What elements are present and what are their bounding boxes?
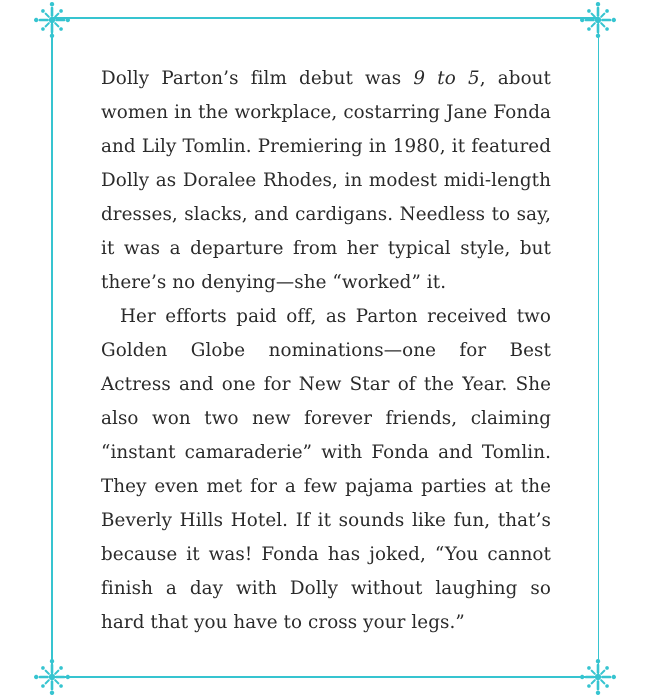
border-left-rule bbox=[51, 17, 53, 677]
paragraph-1 bbox=[101, 62, 551, 300]
border-right-rule bbox=[598, 17, 600, 677]
article-body bbox=[101, 62, 551, 640]
border-top-rule bbox=[52, 17, 598, 19]
snowflake-ornament-icon bbox=[32, 0, 72, 40]
paragraph-1-rest: , about women in the workplace, costarring Jane Fonda and Lily Tomlin. Premiering in 1980, it featured Dolly as Doralee Rhodes, in modest midi-length dresses, slacks, and cardigans. Needless to say, it was a departure from her typical style, but there’s no denying—she “worked” it. bbox=[101, 68, 551, 293]
film-title: 9 to 5 bbox=[413, 68, 480, 89]
snowflake-ornament-icon bbox=[578, 0, 618, 40]
paragraph-2: Her efforts paid off, as Parton received two Golden Globe nominations—one for Best Actress and one for New Star of the Year. She also won two new forever friends, claiming “instant camaraderie” with Fonda and Tomlin. They even met for a few pajama parties at the Beverly Hills Hotel. If it sounds like fun, that’s because it was! Fonda has joked, “You cannot finish a day with Dolly without laughing so hard that you have to cross your legs.” bbox=[101, 306, 551, 633]
paragraph-1-lead: Dolly Parton’s film debut was bbox=[101, 68, 414, 89]
border-bottom-rule bbox=[52, 676, 598, 678]
snowflake-ornament-icon bbox=[578, 657, 618, 697]
snowflake-ornament-icon bbox=[32, 657, 72, 697]
